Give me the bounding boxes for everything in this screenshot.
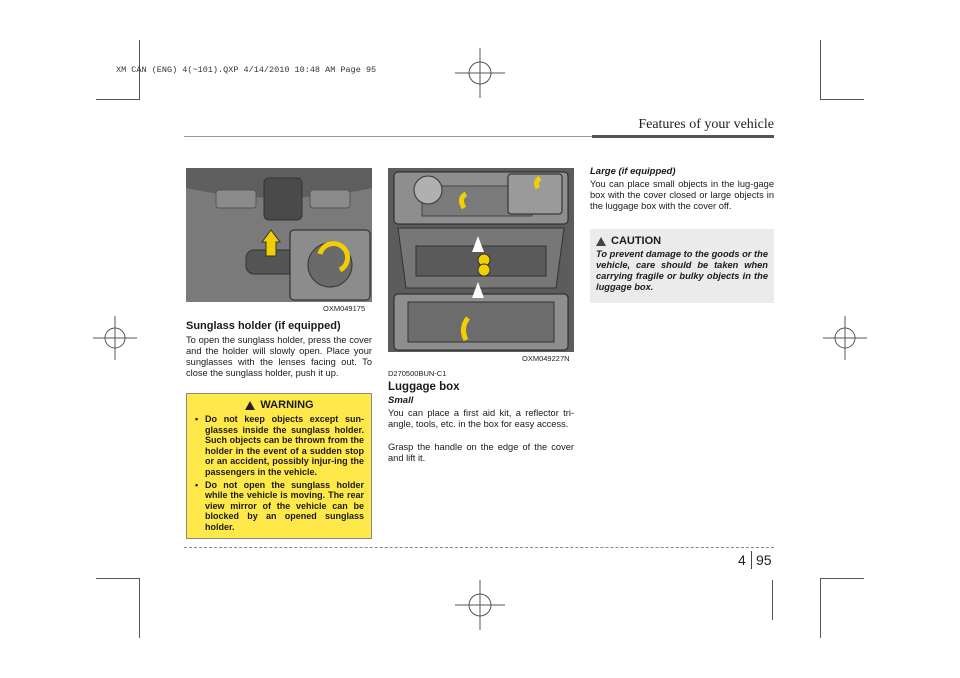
page-number: 95: [756, 552, 772, 568]
crop-mark: [820, 99, 864, 100]
figure-code: OXM049175: [323, 304, 366, 313]
caution-box: [590, 229, 774, 303]
crop-mark: [820, 578, 864, 579]
footer-rule: [184, 547, 774, 548]
section-code: D270500BUN-C1: [388, 369, 447, 378]
warning-item: • Do not open the sunglass holder while the vehicle is moving. The rear view mirror of the vehicle can be blocked by an opened sunglass holder.: [195, 480, 364, 533]
luggage-box-illustration: [388, 168, 574, 352]
caution-icon: [596, 237, 606, 246]
caution-text: To prevent damage to the goods or the vehicle, care should be taken when carrying fragile or bulky objects in the luggage box.: [596, 249, 768, 292]
sunglass-heading: Sunglass holder (if equipped): [186, 320, 341, 332]
crop-mark: [820, 40, 821, 100]
crop-mark: [139, 578, 140, 638]
page-header: Features of your vehicle: [638, 117, 774, 132]
luggage-small-instruction: Grasp the handle on the edge of the cover and lift it.: [388, 442, 574, 463]
luggage-large-body: You can place small objects in the lug-gage box with the cover closed or large objects in the luggage box with the cover off.: [590, 179, 774, 211]
warning-box: [186, 393, 372, 539]
sunglass-holder-illustration: [186, 168, 372, 302]
figure-code: OXM049227N: [522, 354, 570, 363]
luggage-box-photo: [388, 168, 574, 352]
sunglass-holder-photo: [186, 168, 372, 302]
registration-mark-icon: [823, 316, 867, 360]
registration-mark-icon: [93, 316, 137, 360]
page-number-divider: [751, 551, 752, 569]
luggage-heading: Luggage box: [388, 381, 460, 393]
header-rule-thick: [592, 135, 774, 138]
warning-list: [195, 414, 364, 533]
warning-icon: [245, 401, 255, 410]
warning-item: • Do not keep objects except sun-glasses inside the sunglass holder. Such objects can be thrown from the holder in the event of a sudden stop or an accident, possibly injur-ing the passengers in the vehicle.: [195, 414, 364, 478]
crop-mark: [96, 99, 140, 100]
crop-mark: [96, 578, 140, 579]
luggage-small-body: You can place a first aid kit, a reflector tri-angle, tools, etc. in the box for easy access.: [388, 408, 574, 429]
chapter-number: 4: [738, 552, 746, 568]
crop-mark: [772, 580, 773, 620]
crop-mark: [820, 578, 821, 638]
luggage-large-subheading: Large (if equipped): [590, 166, 676, 177]
warning-title: WARNING: [195, 399, 364, 411]
print-slug: XM CAN (ENG) 4(~101).QXP 4/14/2010 10:48 AM Page 95: [116, 65, 377, 75]
caution-title: CAUTION: [596, 235, 768, 247]
registration-mark-icon: [455, 48, 505, 98]
registration-mark-icon: [455, 580, 505, 630]
sunglass-body: To open the sunglass holder, press the cover and the holder will slowly open. Place your sunglasses with the lenses facing out. To close the sunglass holder, push it up.: [186, 335, 372, 378]
luggage-small-subheading: Small: [388, 395, 414, 406]
